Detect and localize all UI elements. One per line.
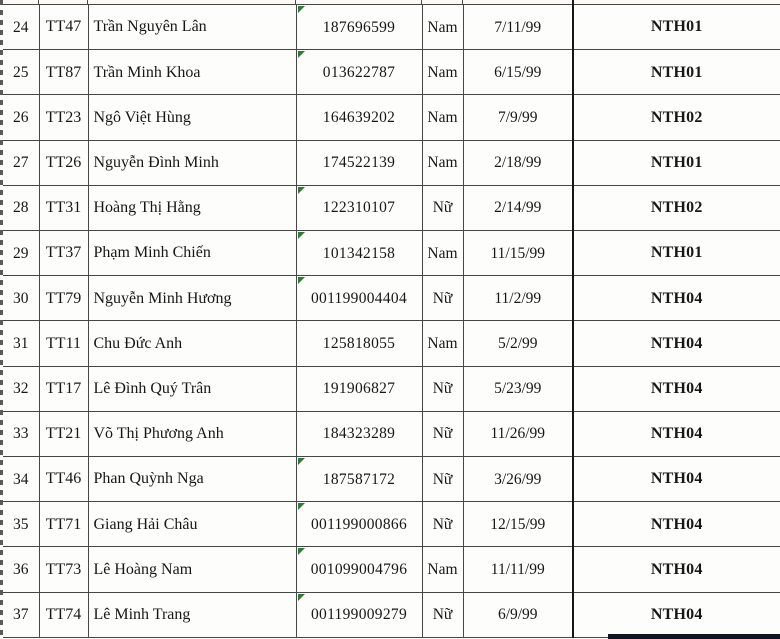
student-name-cell[interactable]: Ngô Việt Hùng [88, 95, 296, 140]
group-code-cell[interactable]: NTH01 [573, 50, 780, 95]
student-name-cell[interactable]: Phạm Minh Chiến [88, 231, 296, 276]
birth-date-cell[interactable]: 6/15/99 [463, 50, 573, 95]
student-name-cell[interactable]: Lê Hoàng Nam [88, 547, 296, 592]
birth-date-cell[interactable]: 11/15/99 [463, 231, 573, 276]
stored-as-text-marker-icon [298, 503, 305, 510]
id-number-cell[interactable] [296, 547, 422, 592]
row-number-cell[interactable]: 26 [3, 95, 39, 140]
student-code-cell[interactable]: TT26 [39, 140, 88, 185]
group-code-cell[interactable]: NTH04 [573, 276, 780, 321]
row-number-cell[interactable]: 32 [3, 366, 39, 411]
group-code-cell[interactable]: NTH04 [573, 457, 780, 502]
gender-cell[interactable]: Nam [422, 5, 463, 50]
id-number-cell[interactable] [296, 321, 422, 366]
stored-as-text-marker-icon [298, 187, 305, 194]
id-number-cell[interactable] [296, 50, 422, 95]
student-code-cell[interactable]: TT87 [39, 50, 88, 95]
student-name-cell[interactable]: Giang Hải Châu [88, 502, 296, 547]
id-number-text: 001199000866 [310, 515, 408, 533]
birth-date-cell[interactable]: 2/14/99 [463, 185, 573, 230]
stored-as-text-marker-icon [298, 548, 305, 555]
table-row [3, 140, 780, 185]
student-code-cell[interactable]: TT23 [39, 95, 88, 140]
group-code-cell[interactable]: NTH04 [573, 366, 780, 411]
id-number-text: 184323289 [322, 425, 396, 443]
id-number-cell[interactable] [296, 457, 422, 502]
table-row [3, 321, 780, 366]
id-number-text: 187696599 [322, 18, 396, 36]
gender-cell[interactable]: Nam [422, 140, 463, 185]
id-number-text: 013622787 [322, 63, 396, 81]
student-name-cell[interactable]: Chu Đức Anh [88, 321, 296, 366]
id-number-text: 001199004404 [310, 289, 408, 307]
id-number-text: 122310107 [322, 199, 396, 217]
student-name-cell[interactable]: Nguyễn Đình Minh [88, 140, 296, 185]
gender-cell[interactable]: Nữ [422, 411, 463, 456]
birth-date-cell[interactable]: 11/2/99 [463, 276, 573, 321]
table-row [3, 592, 780, 637]
id-number-text: 164639202 [322, 108, 396, 126]
stored-as-text-marker-icon [298, 594, 305, 601]
row-number-cell[interactable]: 31 [3, 321, 39, 366]
table-row [3, 185, 780, 230]
id-number-cell[interactable] [296, 592, 422, 637]
bottom-edge-bar [608, 634, 780, 639]
student-name-cell[interactable]: Nguyễn Minh Hương [88, 276, 296, 321]
birth-date-cell[interactable]: 11/26/99 [463, 411, 573, 456]
table-row [3, 231, 780, 276]
row-number-cell[interactable]: 34 [3, 457, 39, 502]
id-number-cell[interactable] [296, 5, 422, 50]
id-number-cell[interactable] [296, 502, 422, 547]
group-code-cell[interactable]: NTH04 [573, 547, 780, 592]
group-code-cell[interactable]: NTH04 [573, 502, 780, 547]
row-number-cell[interactable]: 29 [3, 231, 39, 276]
id-number-text: 174522139 [322, 154, 396, 172]
group-code-cell[interactable]: NTH04 [573, 592, 780, 637]
row-number-cell[interactable]: 35 [3, 502, 39, 547]
id-number-text: 191906827 [322, 380, 396, 398]
student-name-cell[interactable]: Lê Minh Trang [88, 592, 296, 637]
id-number-text: 001099004796 [310, 561, 408, 579]
student-code-cell[interactable]: TT71 [39, 502, 88, 547]
gender-cell[interactable]: Nam [422, 321, 463, 366]
birth-date-cell[interactable]: 11/11/99 [463, 547, 573, 592]
table-row [3, 5, 780, 50]
student-code-cell[interactable]: TT31 [39, 185, 88, 230]
student-name-cell[interactable]: Trần Minh Khoa [88, 50, 296, 95]
student-code-cell[interactable]: TT79 [39, 276, 88, 321]
id-number-text: 125818055 [322, 335, 396, 352]
table-row [3, 95, 780, 140]
student-code-cell[interactable]: TT73 [39, 547, 88, 592]
row-number-cell[interactable]: 28 [3, 185, 39, 230]
birth-date-cell[interactable]: 12/15/99 [463, 502, 573, 547]
row-number-cell[interactable]: 24 [3, 5, 39, 50]
row-number-cell[interactable]: 33 [3, 411, 39, 456]
birth-date-cell[interactable]: 3/26/99 [463, 457, 573, 502]
table-row [3, 411, 780, 456]
gender-cell[interactable]: Nữ [422, 457, 463, 502]
row-number-cell[interactable]: 27 [3, 140, 39, 185]
id-number-cell[interactable] [296, 231, 422, 276]
student-name-cell[interactable]: Lê Đình Quý Trân [88, 366, 296, 411]
group-code-cell[interactable]: NTH01 [573, 140, 780, 185]
table-row [3, 502, 780, 547]
gender-cell[interactable]: Nữ [422, 592, 463, 637]
id-number-cell[interactable] [296, 185, 422, 230]
group-code-cell[interactable]: NTH04 [573, 321, 780, 366]
gender-cell[interactable]: Nam [422, 231, 463, 276]
page-break-dashed-line [0, 0, 3, 639]
student-code-cell[interactable]: TT21 [39, 411, 88, 456]
gender-cell[interactable]: Nữ [422, 366, 463, 411]
gender-cell[interactable]: Nam [422, 50, 463, 95]
student-code-cell[interactable]: TT17 [39, 366, 88, 411]
id-number-cell[interactable] [296, 411, 422, 456]
id-number-cell[interactable] [296, 140, 422, 185]
table-row [3, 50, 780, 95]
student-name-cell[interactable]: Phan Quỳnh Nga [88, 457, 296, 502]
id-number-cell[interactable] [296, 276, 422, 321]
gender-cell[interactable]: Nữ [422, 185, 463, 230]
gender-cell[interactable]: Nam [422, 95, 463, 140]
student-code-cell[interactable]: TT46 [39, 457, 88, 502]
student-name-cell[interactable]: Võ Thị Phương Anh [88, 411, 296, 456]
group-code-cell[interactable]: NTH01 [573, 5, 780, 50]
row-number-cell[interactable]: 36 [3, 547, 39, 592]
id-number-text: 187587172 [322, 470, 396, 488]
id-number-text: 101342158 [322, 244, 396, 262]
id-number-cell[interactable] [296, 95, 422, 140]
gender-cell[interactable]: Nữ [422, 276, 463, 321]
student-code-cell[interactable]: TT47 [39, 5, 88, 50]
row-number-cell[interactable]: 30 [3, 276, 39, 321]
stored-as-text-marker-icon [298, 6, 305, 13]
stored-as-text-marker-icon [298, 232, 305, 239]
student-table [3, 4, 780, 638]
table-row [3, 276, 780, 321]
student-code-cell[interactable]: TT37 [39, 231, 88, 276]
group-code-cell[interactable]: NTH04 [573, 411, 780, 456]
table-row [3, 366, 780, 411]
row-number-cell[interactable]: 37 [3, 592, 39, 637]
birth-date-cell[interactable]: 5/2/99 [463, 321, 573, 366]
group-code-cell[interactable]: NTH01 [573, 231, 780, 276]
stored-as-text-marker-icon [298, 458, 305, 465]
birth-date-cell[interactable]: 5/23/99 [463, 366, 573, 411]
student-code-cell[interactable]: TT74 [39, 592, 88, 637]
birth-date-cell[interactable]: 7/11/99 [463, 5, 573, 50]
student-name-cell[interactable]: Trần Nguyên Lân [88, 5, 296, 50]
student-code-cell[interactable]: TT11 [39, 321, 88, 366]
id-number-text: 001199009279 [310, 606, 408, 624]
birth-date-cell[interactable]: 6/9/99 [463, 592, 573, 637]
id-number-cell[interactable] [296, 366, 422, 411]
stored-as-text-marker-icon [298, 51, 305, 58]
stored-as-text-marker-icon [298, 277, 305, 284]
group-code-cell[interactable]: NTH02 [573, 185, 780, 230]
gender-cell[interactable]: Nam [422, 547, 463, 592]
birth-date-cell[interactable]: 7/9/99 [463, 95, 573, 140]
birth-date-cell[interactable]: 2/18/99 [463, 140, 573, 185]
table-row [3, 457, 780, 502]
table-row [3, 547, 780, 592]
group-code-cell[interactable]: NTH02 [573, 95, 780, 140]
gender-cell[interactable]: Nữ [422, 502, 463, 547]
row-number-cell[interactable]: 25 [3, 50, 39, 95]
student-name-cell[interactable]: Hoàng Thị Hằng [88, 185, 296, 230]
